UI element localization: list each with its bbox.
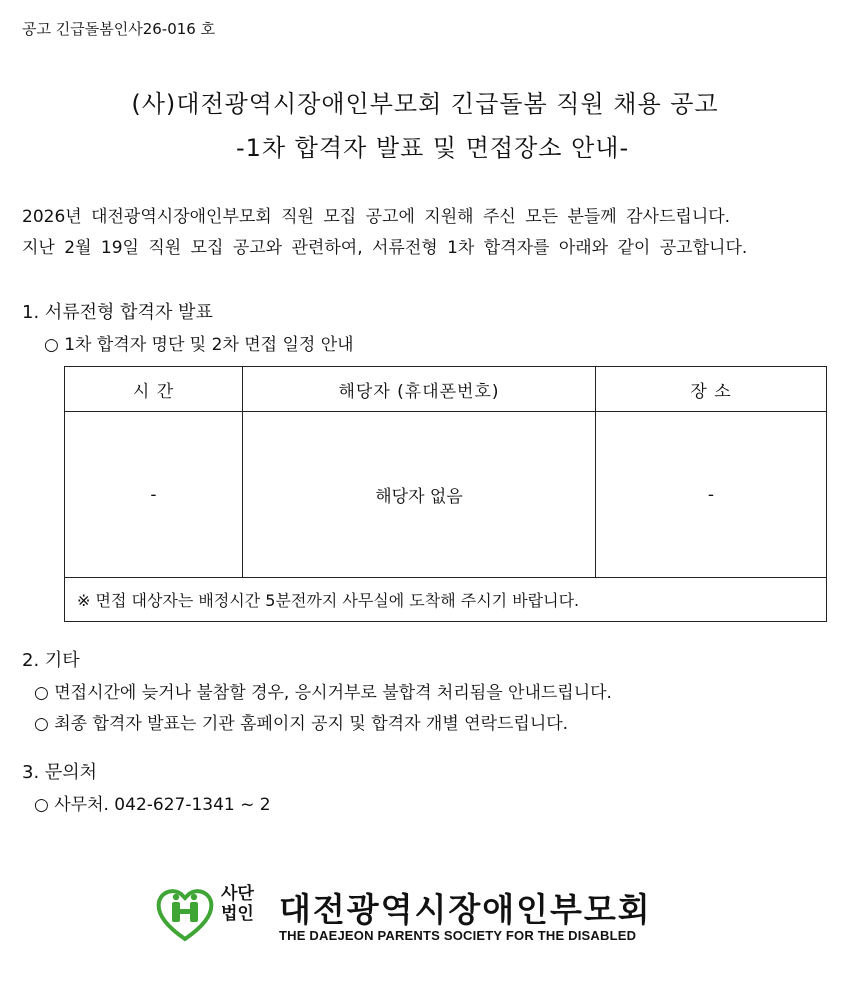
interview-schedule-table — [64, 366, 827, 622]
organization-logo — [155, 880, 715, 950]
notice-number: 공고 긴급돌봄인사26-016 호 — [22, 20, 216, 38]
heart-emblem-icon — [155, 884, 215, 944]
logo-org-name: 대전광역시장애인부모회 — [279, 890, 652, 929]
section-2-item-2: ○ 최종 합격자 발표는 기관 홈페이지 공지 및 합격자 개별 연락드립니다. — [34, 714, 569, 734]
header-location: 장 소 — [596, 367, 827, 412]
intro-line-1: 2026년 대전광역시장애인부모회 직원 모집 공고에 지원해 주신 모든 분들께 감사드립니다. — [22, 207, 731, 227]
page-title: (사)대전광역시장애인부모회 긴급돌봄 직원 채용 공고 — [131, 90, 719, 118]
section-2-item-1: ○ 면접시간에 늦거나 불참할 경우, 응시거부로 불합격 처리됨을 안내드립니다. — [34, 683, 612, 703]
intro-line-2: 지난 2월 19일 직원 모집 공고와 관련하여, 서류전형 1차 합격자를 아래와 같이 공고합니다. — [22, 238, 748, 258]
page-subtitle: -1차 합격자 발표 및 면접장소 안내- — [236, 134, 630, 162]
section-1-sub: ○ 1차 합격자 명단 및 2차 면접 일정 안내 — [44, 335, 354, 355]
cell-time: - — [65, 412, 243, 578]
section-3-item-1: ○ 사무처. 042-627-1341 ~ 2 — [34, 795, 271, 815]
logo-org-name-en: THE DAEJEON PARENTS SOCIETY FOR THE DISABLED — [279, 928, 637, 943]
table-header-row — [65, 367, 827, 412]
table-note-row — [65, 578, 827, 622]
cell-applicant: 해당자 없음 — [243, 412, 596, 578]
table-row — [65, 412, 827, 578]
section-1-heading: 1. 서류전형 합격자 발표 — [22, 302, 213, 323]
cell-location: - — [596, 412, 827, 578]
section-2-heading: 2. 기타 — [22, 650, 80, 671]
section-3-heading: 3. 문의처 — [22, 762, 98, 783]
header-applicant: 해당자 (휴대폰번호) — [243, 367, 596, 412]
header-time: 시 간 — [65, 367, 243, 412]
logo-org-type: 사단 법인 — [221, 884, 254, 924]
table-note: ※ 면접 대상자는 배정시간 5분전까지 사무실에 도착해 주시기 바랍니다. — [65, 578, 827, 622]
